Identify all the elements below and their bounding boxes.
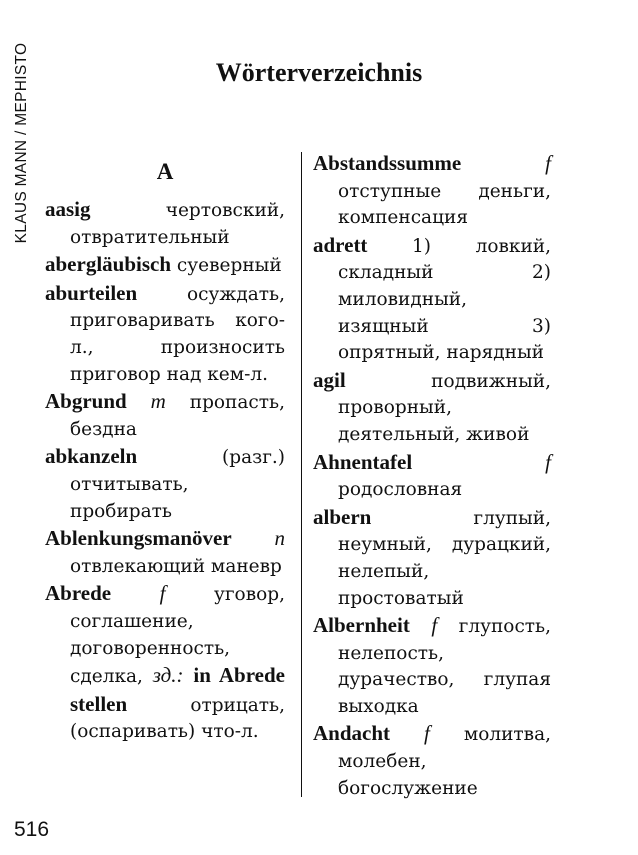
headword: abkanzeln [45, 444, 138, 469]
dictionary-entry [45, 443, 285, 525]
dictionary-entry [45, 525, 285, 580]
definition: осуждать, приговаривать кого-л., произносить приговор над кем-л. [70, 283, 285, 385]
dictionary-entry [45, 251, 285, 280]
definition: (разг.) отчитывать, пробирать [70, 447, 285, 522]
grammatical-gender: f [431, 613, 438, 638]
running-head [10, 18, 38, 268]
usage-abbreviation: зд.: [152, 663, 184, 688]
definition: уговор, соглашение, договоренность, сделка, [70, 584, 285, 688]
phrase-definition: отрицать, (оспаривать) что-л. [70, 694, 285, 743]
dictionary-entry [313, 150, 551, 232]
definition: суеверный [176, 255, 282, 277]
definition: родословная [338, 479, 463, 501]
grammatical-gender: n [274, 526, 285, 551]
definition: молитва, молебен, богослужение [338, 724, 551, 799]
running-head-text: KLAUS MANN / MEPHISTO [13, 42, 30, 244]
section-letter: A [156, 159, 174, 184]
headword: Abrede [45, 581, 112, 606]
definition: 1) ловкий, складный 2) миловидный, изящный 3) опрятный, нарядный [338, 235, 551, 364]
definition: чертовский, отвратительный [70, 200, 285, 248]
definition: глупый, неумный, дурацкий, нелепый, простоватый [338, 507, 551, 609]
headword: aburteilen [45, 280, 138, 305]
right-column [313, 150, 551, 802]
page-number: 516 [14, 818, 50, 841]
definition: пропасть, бездна [70, 392, 285, 440]
dictionary-entry [45, 580, 285, 746]
page-title: Wörterverzeichnis [215, 58, 423, 87]
grammatical-gender: f [159, 581, 166, 606]
headword: agil [313, 367, 346, 392]
headword: Andacht [313, 721, 391, 746]
grammatical-gender: f [545, 449, 551, 474]
headword: Ahnentafel [313, 449, 413, 474]
dictionary-entry [313, 720, 551, 802]
phrase: in Abrede stellen [70, 663, 285, 716]
headword: aasig [45, 197, 91, 221]
headword: Ablenkungsmanöver [45, 526, 232, 551]
column-divider [301, 152, 302, 797]
definition: подвижный, проворный, деятельный, живой [338, 370, 551, 445]
dictionary-entry [313, 367, 551, 449]
dictionary-entry [45, 388, 285, 443]
left-column [45, 150, 285, 746]
dictionary-entry [313, 612, 551, 720]
dictionary-entry [45, 196, 285, 251]
headword: albern [313, 504, 372, 529]
headword: Abstandssumme [313, 151, 462, 175]
grammatical-gender: f [545, 151, 551, 175]
definition: глупость, нелепость, дурачество, глупая выходка [338, 616, 551, 717]
dictionary-entry [313, 449, 551, 504]
headword: Albernheit [313, 613, 410, 638]
headword: Abgrund [45, 389, 127, 414]
dictionary-entry [313, 504, 551, 612]
dictionary-entry [45, 280, 285, 388]
definition: отступные деньги, компенсация [338, 180, 551, 229]
definition: отвлекающий маневр [70, 555, 282, 577]
headword: abergläubisch [45, 252, 172, 277]
grammatical-gender: m [150, 389, 166, 414]
dictionary-entry [313, 232, 551, 367]
headword: adrett [313, 232, 368, 257]
grammatical-gender: f [424, 721, 430, 746]
